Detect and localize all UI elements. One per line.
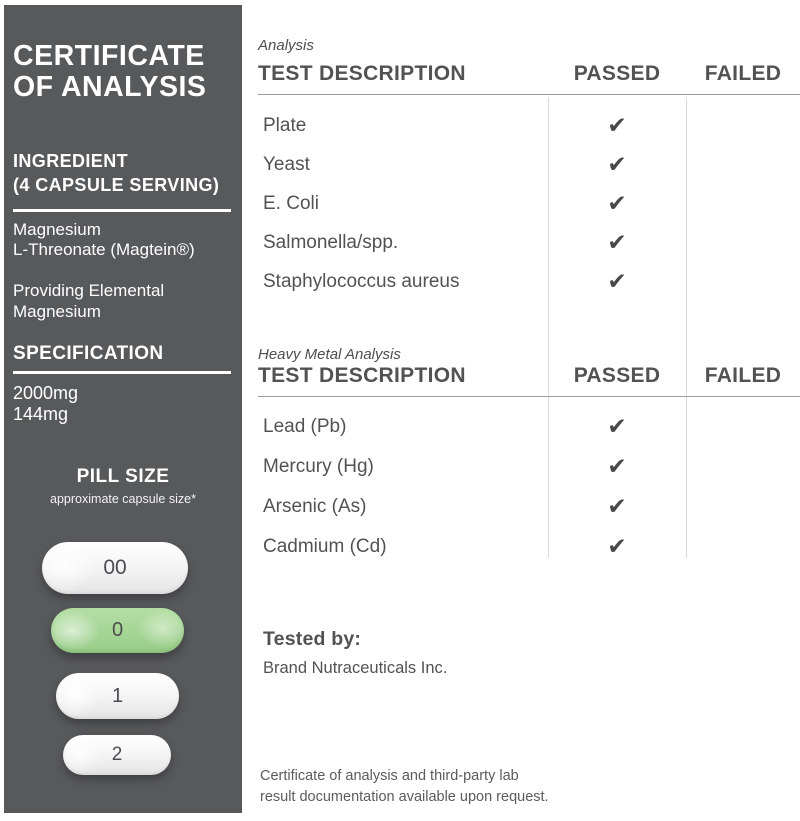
checkmark-icon: ✔	[607, 453, 627, 479]
checkmark-icon: ✔	[607, 413, 627, 439]
checkmark-icon: ✔	[607, 228, 627, 255]
pill-size-1	[56, 673, 179, 719]
pill-size-2	[63, 735, 171, 775]
analysis-table-body	[258, 95, 800, 301]
pill-size-1-label: 1	[111, 684, 124, 707]
passed-cell	[548, 455, 686, 479]
table-row	[258, 145, 800, 184]
test-name: E. Coli	[263, 192, 319, 214]
test-name: Mercury (Hg)	[263, 456, 374, 477]
checkmark-icon: ✔	[607, 533, 627, 559]
column-header-test-description: TEST DESCRIPTION	[258, 62, 466, 85]
pill-size-0-label: 0	[111, 619, 124, 641]
column-header-failed: FAILED	[704, 364, 782, 387]
ingredient-name-line2: L-Threonate (Magtein®)	[13, 240, 195, 259]
tested-by-label: Tested by:	[263, 628, 362, 650]
table-row	[258, 184, 800, 223]
footnote-line1: Certificate of analysis and third-party lab	[260, 768, 519, 784]
passed-cell	[548, 228, 686, 255]
sidebar-divider	[13, 371, 231, 374]
checkmark-icon: ✔	[607, 189, 627, 216]
analysis-table-header	[258, 55, 800, 95]
specification-value-total: 2000mg	[13, 383, 79, 403]
test-name: Arsenic (As)	[263, 496, 367, 517]
test-name: Lead (Pb)	[263, 416, 347, 437]
column-header-passed: PASSED	[573, 364, 661, 387]
passed-cell	[548, 495, 686, 519]
heavy-metal-section-label: Heavy Metal Analysis	[258, 346, 401, 363]
analysis-table	[258, 37, 800, 301]
passed-cell	[548, 267, 686, 294]
passed-cell	[548, 415, 686, 439]
results-panel	[258, 0, 800, 821]
table-row	[258, 223, 800, 262]
passed-cell	[548, 111, 686, 138]
passed-cell	[548, 189, 686, 216]
tested-by-company: Brand Nutraceuticals Inc.	[263, 659, 448, 677]
table-row	[258, 106, 800, 145]
ingredient-heading-line1: INGREDIENT	[13, 151, 129, 171]
footnote-line2: result documentation available upon request.	[260, 788, 549, 805]
pill-size-subheading: approximate capsule size*	[50, 492, 196, 506]
page-title-line1: CERTIFICATE	[13, 40, 205, 72]
sidebar	[4, 5, 242, 813]
ingredient-providing	[13, 281, 164, 322]
table-row	[258, 527, 800, 567]
passed-cell	[548, 150, 686, 177]
column-header-passed: PASSED	[573, 62, 661, 85]
test-name: Plate	[263, 114, 307, 136]
footnote	[260, 766, 549, 807]
ingredient-providing-line1: Providing Elemental	[13, 281, 165, 300]
ingredient-heading-line2: (4 CAPSULE SERVING)	[13, 175, 220, 195]
checkmark-icon: ✔	[607, 267, 627, 294]
table-row	[258, 447, 800, 487]
ingredient-name-line1: Magnesium	[13, 220, 101, 239]
ingredient-heading	[13, 149, 219, 197]
heavy-metal-table-header	[258, 364, 800, 397]
specification-value-elemental: 144mg	[13, 404, 69, 424]
ingredient-name	[13, 220, 195, 260]
heavy-metal-table	[258, 339, 800, 567]
checkmark-icon: ✔	[607, 493, 627, 519]
pill-size-heading: PILL SIZE	[76, 466, 170, 487]
passed-cell	[548, 535, 686, 559]
table-row	[258, 407, 800, 447]
specification-heading: SPECIFICATION	[13, 343, 164, 364]
page-title-line2: OF ANALYSIS	[13, 71, 207, 103]
checkmark-icon: ✔	[607, 150, 627, 177]
pill-size-00-label: 00	[103, 556, 127, 579]
analysis-section-label: Analysis	[258, 37, 314, 54]
checkmark-icon: ✔	[607, 111, 627, 138]
test-name: Cadmium (Cd)	[263, 536, 387, 557]
sidebar-divider	[13, 209, 231, 212]
pill-size-0-selected	[51, 608, 184, 653]
column-header-test-description: TEST DESCRIPTION	[258, 364, 466, 387]
specification-values	[13, 383, 78, 425]
page-title	[13, 41, 206, 103]
ingredient-providing-line2: Magnesium	[13, 301, 101, 321]
column-header-failed: FAILED	[704, 62, 782, 85]
test-name: Yeast	[263, 153, 310, 175]
test-name: Staphylococcus aureus	[263, 270, 460, 292]
pill-size-2-label: 2	[111, 744, 123, 765]
test-name: Salmonella/spp.	[263, 231, 399, 253]
table-row	[258, 262, 800, 301]
heavy-metal-table-body	[258, 397, 800, 567]
pill-size-00	[42, 542, 188, 594]
table-row	[258, 487, 800, 527]
tested-by-block	[263, 628, 447, 678]
